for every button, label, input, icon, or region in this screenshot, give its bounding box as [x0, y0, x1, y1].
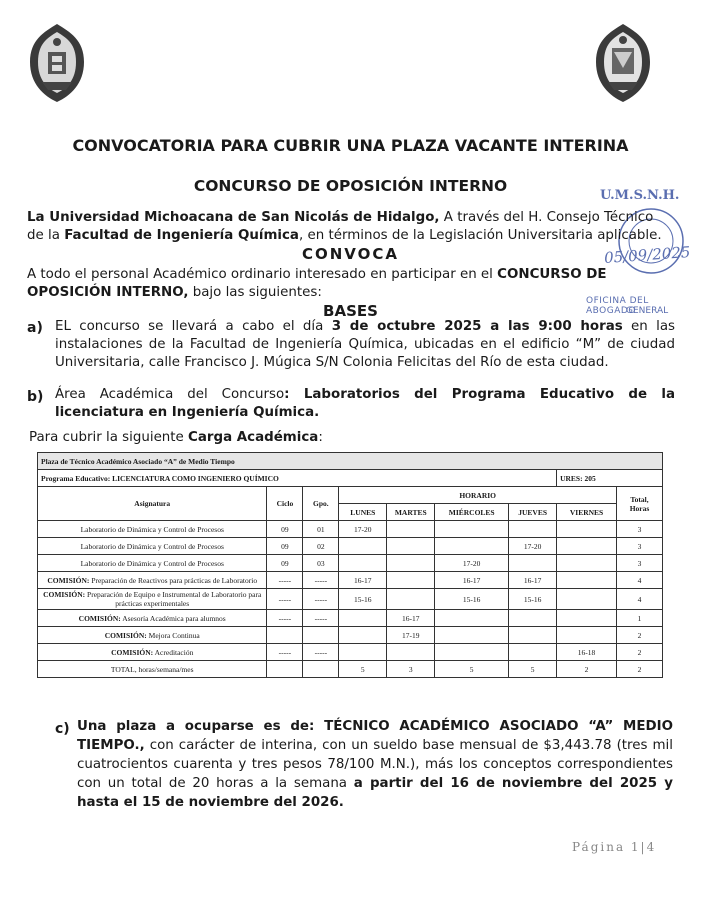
- row-ciclo: -----: [267, 610, 303, 627]
- row-mar: 17-19: [387, 627, 435, 644]
- row-asignatura-name: Preparación de Reactivos para prácticas de Laboratorio: [89, 575, 258, 585]
- row-total: 4: [617, 572, 663, 589]
- row-mie: [435, 644, 509, 661]
- row-asignatura: [38, 644, 267, 661]
- row-lun: [339, 538, 387, 555]
- university-name: La Universidad Michoacana de San Nicolás de Hidalgo,: [27, 210, 440, 225]
- row-vie: [557, 521, 617, 538]
- item-c-bold-2: a partir del 16 de noviembre del 2025 y hasta el 15 de noviembre del 2026.: [77, 776, 673, 810]
- document-subtitle: CONCURSO DE OPOSICIÓN INTERNO: [193, 177, 508, 195]
- row-lun: 17-20: [339, 521, 387, 538]
- row-jue: 17-20: [509, 538, 557, 555]
- row-ciclo: 09: [267, 521, 303, 538]
- row-lun: [339, 644, 387, 661]
- row-asignatura: [38, 555, 267, 572]
- row-lun: 15-16: [339, 589, 387, 610]
- item-b-text-1: Área Académica del Concurso: [55, 387, 285, 402]
- total-miercoles: 5: [435, 661, 509, 678]
- total-horas: 2: [617, 661, 663, 678]
- row-mar: [387, 589, 435, 610]
- col-day-viernes: VIERNES: [557, 504, 617, 521]
- row-vie: [557, 555, 617, 572]
- carga-text: Para cubrir la siguiente: [29, 430, 189, 445]
- row-jue: [509, 610, 557, 627]
- row-mie: [435, 538, 509, 555]
- row-gpo: 01: [303, 521, 339, 538]
- row-asignatura-name: Mejora Continua: [146, 630, 200, 640]
- total-label: TOTAL, horas/semana/mes: [38, 661, 267, 678]
- row-jue: 15-16: [509, 589, 557, 610]
- row-vie: [557, 589, 617, 610]
- col-total: Total, Horas: [617, 487, 663, 521]
- carga-line: [29, 429, 323, 447]
- row-gpo: -----: [303, 572, 339, 589]
- row-ciclo: [267, 627, 303, 644]
- row-ciclo: -----: [267, 644, 303, 661]
- row-mie: 17-20: [435, 555, 509, 572]
- col-day-jueves: JUEVES: [509, 504, 557, 521]
- row-vie: [557, 572, 617, 589]
- row-asignatura-name: Laboratorio de Dinámica y Control de Procesos: [80, 558, 224, 568]
- row-asignatura: [38, 521, 267, 538]
- item-c-text: [77, 717, 673, 812]
- row-mie: 16-17: [435, 572, 509, 589]
- row-vie: [557, 538, 617, 555]
- table-row: [38, 610, 663, 627]
- convoca-text-2: bajo las siguientes:: [188, 285, 322, 300]
- row-gpo: 03: [303, 555, 339, 572]
- carga-academica-table: [37, 452, 663, 678]
- row-mar: 16-17: [387, 610, 435, 627]
- row-mie: [435, 610, 509, 627]
- row-mar: [387, 538, 435, 555]
- item-a-date: 3 de octubre 2025 a las 9:00 horas: [331, 319, 623, 334]
- row-total: 1: [617, 610, 663, 627]
- row-asignatura: [38, 627, 267, 644]
- stamp-org: U.M.S.N.H.: [600, 188, 680, 203]
- item-c-bold-1: Una plaza a ocuparse es de: TÉCNICO ACADÉMICO ASOCIADO “A” MEDIO TIEMPO.,: [77, 719, 673, 753]
- table-row: [38, 572, 663, 589]
- row-mar: [387, 521, 435, 538]
- row-mar: [387, 555, 435, 572]
- col-day-martes: MARTES: [387, 504, 435, 521]
- row-jue: [509, 644, 557, 661]
- row-mar: [387, 644, 435, 661]
- row-mie: [435, 627, 509, 644]
- intro-paragraph: [27, 209, 673, 245]
- row-lun: [339, 555, 387, 572]
- col-day-miercoles: MIÉRCOLES: [435, 504, 509, 521]
- row-gpo: [303, 627, 339, 644]
- item-b-area: : Laboratorios del Programa Educativo de la licenciatura en Ingeniería Química.: [55, 387, 675, 420]
- row-ciclo: 09: [267, 555, 303, 572]
- row-jue: [509, 627, 557, 644]
- row-total: 4: [617, 589, 663, 610]
- row-jue: 16-17: [509, 572, 557, 589]
- row-jue: [509, 521, 557, 538]
- table-ures: URES: 205: [557, 470, 663, 487]
- row-asignatura: [38, 589, 267, 610]
- row-comision-prefix: COMISIÓN:: [47, 575, 90, 585]
- col-horario: HORARIO: [339, 487, 617, 504]
- row-asignatura: [38, 610, 267, 627]
- row-ciclo: -----: [267, 589, 303, 610]
- row-asignatura-name: Laboratorio de Dinámica y Control de Procesos: [80, 541, 224, 551]
- row-comision-prefix: COMISIÓN:: [104, 630, 147, 640]
- row-lun: 16-17: [339, 572, 387, 589]
- convoca-paragraph: [27, 266, 673, 302]
- row-comision-prefix: COMISIÓN:: [78, 613, 121, 623]
- document-title: CONVOCATORIA PARA CUBRIR UNA PLAZA VACANTE INTERINA: [72, 136, 629, 155]
- stamp-office-general: GENERAL: [626, 306, 669, 316]
- stamp-office: OFICINA DEL ABOGADO: [586, 296, 649, 316]
- intro-text-2: , en términos de la Legislación Universitaria aplicable.: [298, 228, 662, 243]
- row-asignatura: [38, 538, 267, 555]
- row-total: 2: [617, 644, 663, 661]
- table-row: [38, 521, 663, 538]
- faculty-name: Facultad de Ingeniería Química: [64, 228, 299, 243]
- row-gpo: -----: [303, 589, 339, 610]
- row-asignatura-name: Preparación de Equipo e Instrumental de Laboratorio para prácticas experimentales: [85, 590, 262, 608]
- total-martes: 3: [387, 661, 435, 678]
- row-asignatura-name: Laboratorio de Dinámica y Control de Procesos: [80, 524, 224, 534]
- row-total: 3: [617, 521, 663, 538]
- item-b-text: [55, 386, 675, 422]
- convoca-bold: CONCURSO DE OPOSICIÓN INTERNO,: [27, 267, 607, 300]
- intro-text-1: A través del H. Consejo Técnico de la: [27, 210, 654, 243]
- carga-text-2: :: [318, 430, 323, 445]
- item-a-text-2: en las instalaciones de la Facultad de Ingeniería Química, ubicadas en el edificio “M” de ciudad Universitaria, calle Francisco J. Múgica S/N Colonia Felicitas del Río de esta ciudad.: [55, 319, 676, 370]
- table-row: [38, 644, 663, 661]
- total-lunes: 5: [339, 661, 387, 678]
- row-ciclo: 09: [267, 538, 303, 555]
- table-plaza-header: Plaza de Técnico Académico Asociado “A” de Medio Tiempo: [38, 453, 663, 470]
- row-comision-prefix: COMISIÓN:: [111, 647, 154, 657]
- page-number: Página 1|4: [572, 840, 657, 854]
- row-asignatura: [38, 572, 267, 589]
- row-total: 2: [617, 627, 663, 644]
- row-lun: [339, 627, 387, 644]
- total-viernes: 2: [557, 661, 617, 678]
- row-gpo: -----: [303, 644, 339, 661]
- table-row: [38, 589, 663, 610]
- total-gpo: [303, 661, 339, 678]
- row-mar: [387, 572, 435, 589]
- row-total: 3: [617, 538, 663, 555]
- bases-heading: BASES: [323, 302, 378, 320]
- table-programa: Programa Educativo: LICENCIATURA COMO INGENIERO QUÍMICO: [38, 470, 557, 487]
- row-asignatura-name: Asesoría Académica para alumnos: [120, 613, 226, 623]
- item-a-text: [55, 318, 675, 372]
- item-c-marker: c): [55, 721, 70, 737]
- total-jueves: 5: [509, 661, 557, 678]
- item-a-text-1: EL concurso se llevará a cabo el día: [55, 319, 332, 334]
- row-jue: [509, 555, 557, 572]
- university-seal-left-icon: [26, 22, 88, 104]
- table-row: [38, 627, 663, 644]
- row-vie: [557, 627, 617, 644]
- col-ciclo: Ciclo: [267, 487, 303, 521]
- item-a-marker: a): [27, 320, 43, 336]
- row-ciclo: -----: [267, 572, 303, 589]
- col-day-lunes: LUNES: [339, 504, 387, 521]
- carga-bold: Carga Académica: [188, 430, 319, 445]
- row-comision-prefix: COMISIÓN:: [43, 590, 86, 599]
- convoca-heading: CONVOCA: [301, 245, 400, 263]
- item-b-marker: b): [27, 389, 44, 405]
- convoca-text-1: A todo el personal Académico ordinario interesado en participar en el: [27, 267, 498, 282]
- stamp-date: 05/09/2025: [603, 243, 691, 267]
- item-c-text-1: con carácter de interina, con un sueldo base mensual de $3,443.78 (tres mil cuatrocientos cuarenta y tres pesos 78/100 M.N.), más los conceptos correspondientes con un total de 20 horas a la semana: [77, 738, 673, 791]
- col-gpo: Gpo.: [303, 487, 339, 521]
- row-gpo: -----: [303, 610, 339, 627]
- table-row: [38, 538, 663, 555]
- row-mie: 15-16: [435, 589, 509, 610]
- row-asignatura-name: Acreditación: [153, 647, 194, 657]
- col-asignatura: Asignatura: [38, 487, 267, 521]
- row-vie: 16-18: [557, 644, 617, 661]
- row-total: 3: [617, 555, 663, 572]
- row-gpo: 02: [303, 538, 339, 555]
- row-vie: [557, 610, 617, 627]
- row-mie: [435, 521, 509, 538]
- university-seal-right-icon: [592, 22, 654, 104]
- row-lun: [339, 610, 387, 627]
- table-row: [38, 555, 663, 572]
- total-ciclo: [267, 661, 303, 678]
